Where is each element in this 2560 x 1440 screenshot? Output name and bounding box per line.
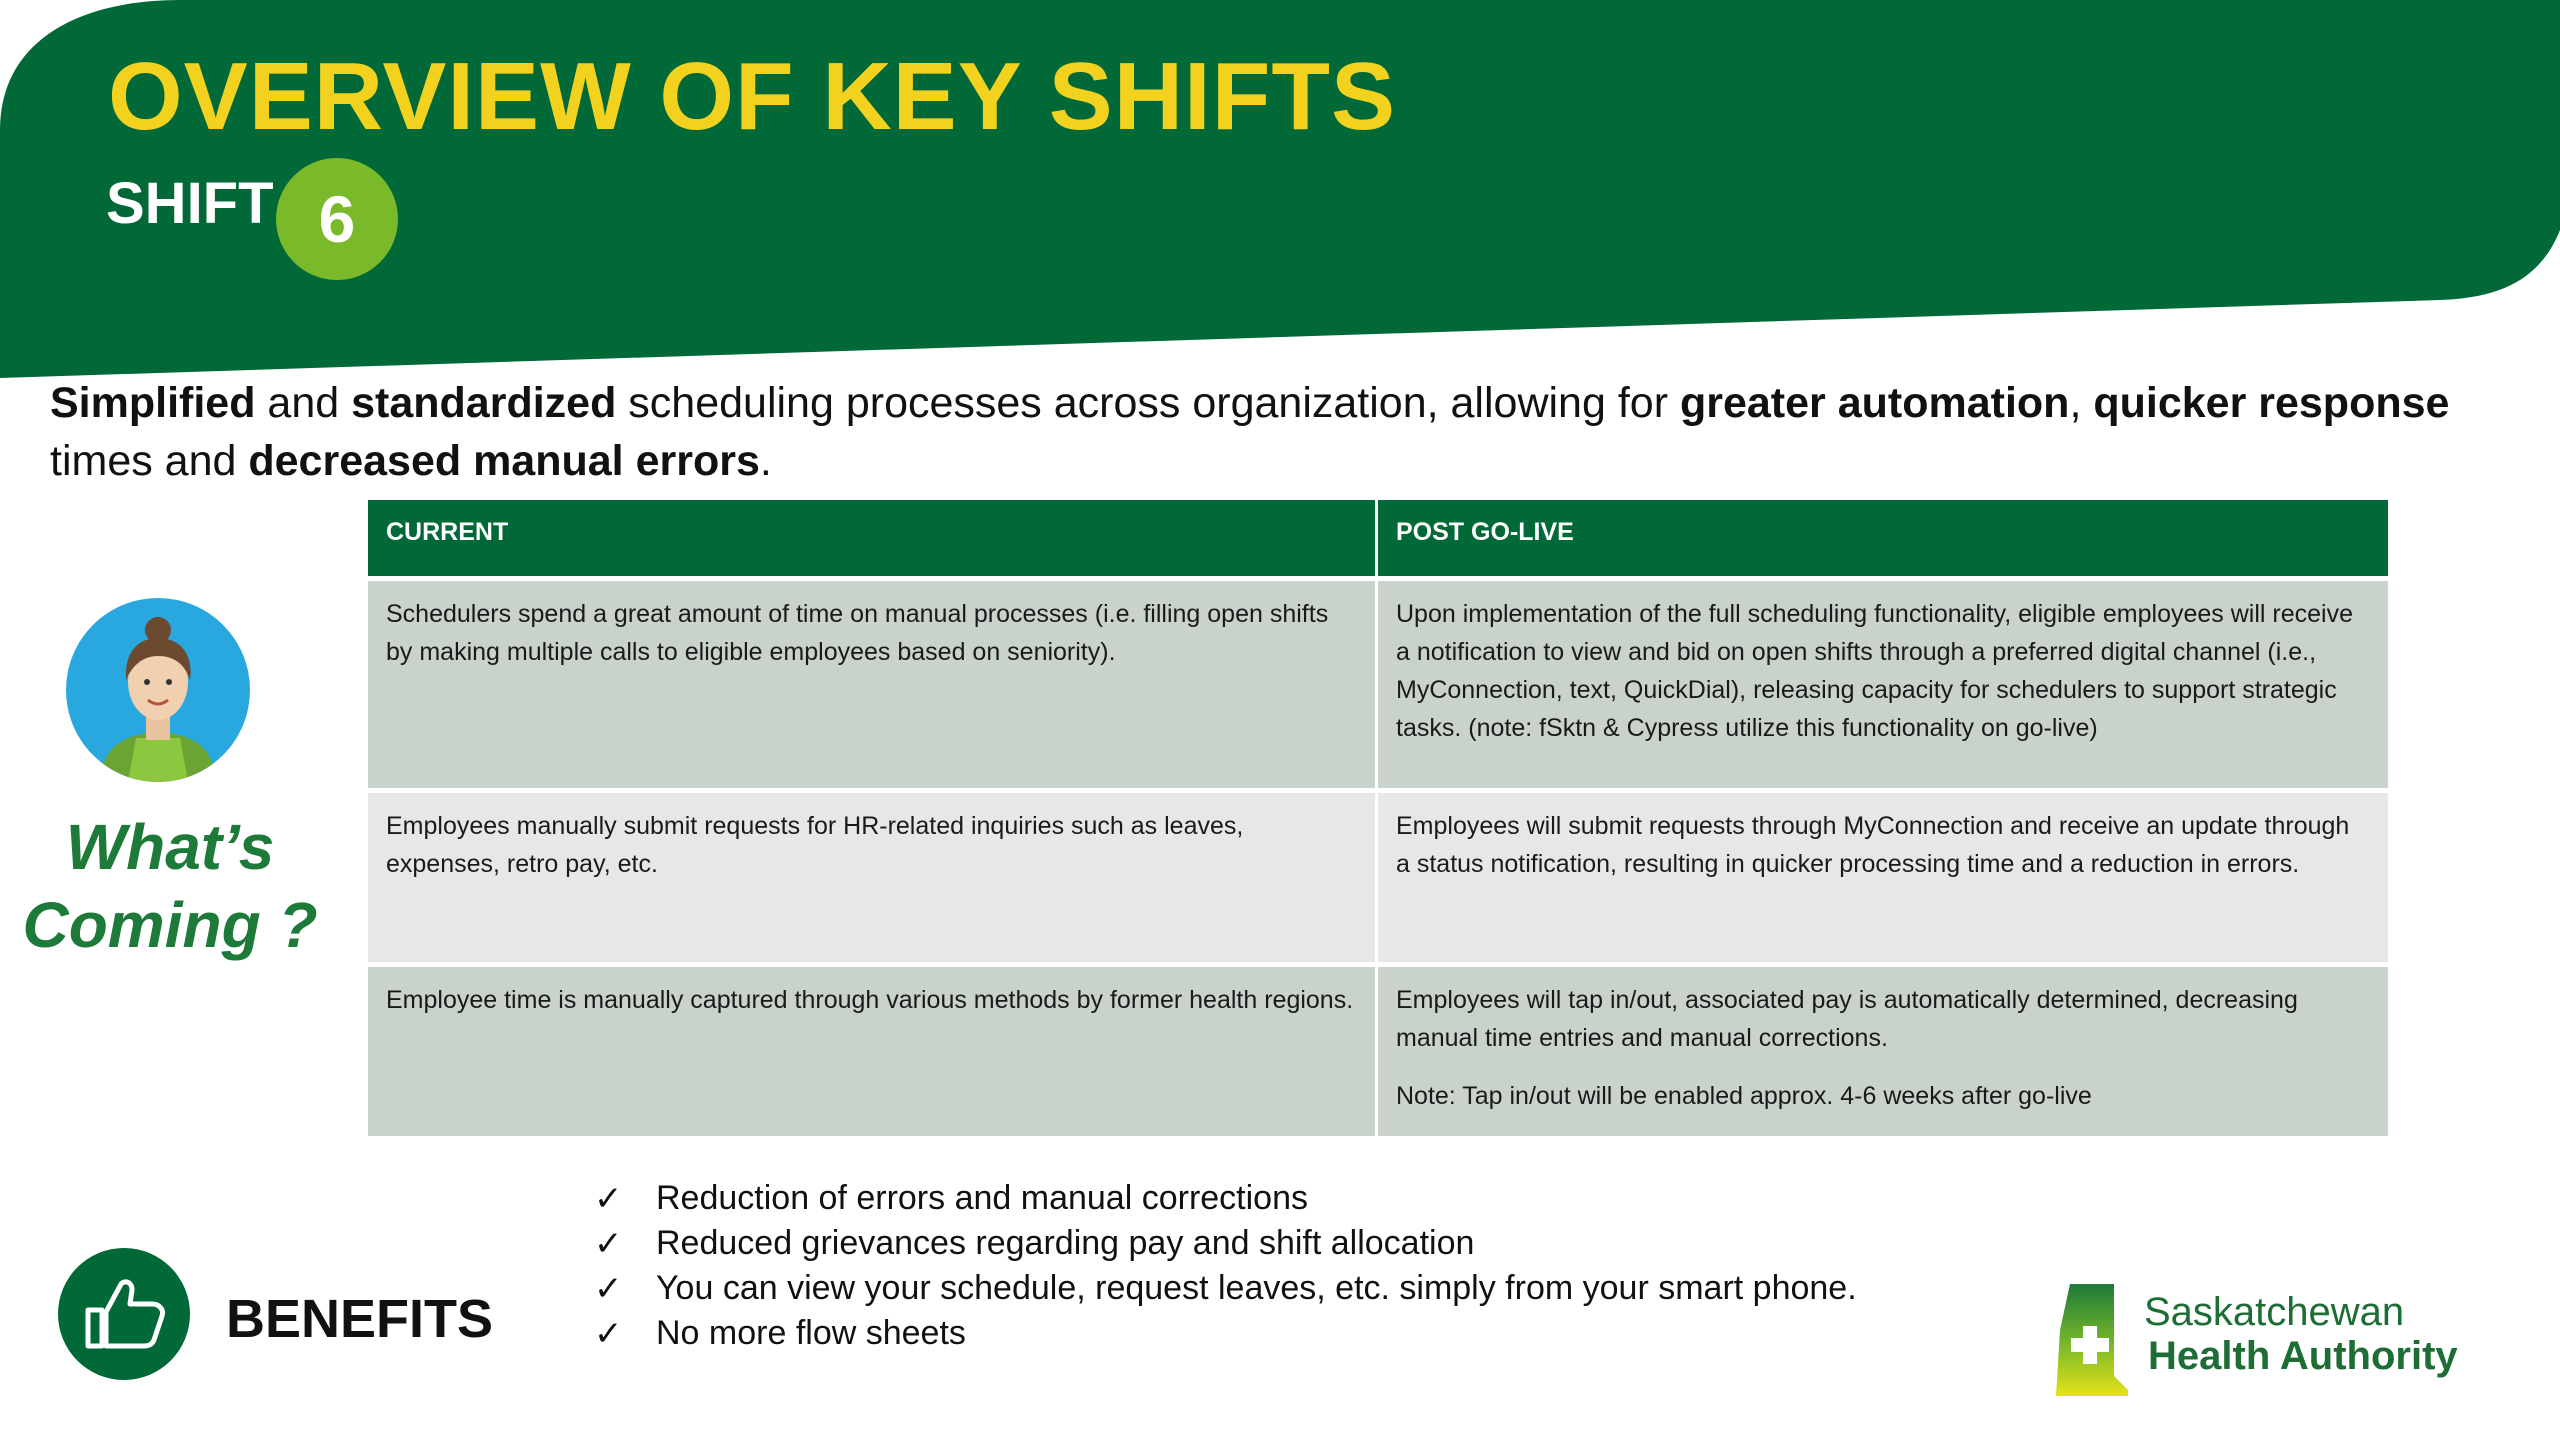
health-cross-logo-icon xyxy=(2052,1280,2132,1398)
thumbs-up-icon xyxy=(58,1248,190,1380)
coming-line-2: Coming ? xyxy=(22,889,318,961)
checkmark-icon: ✓ xyxy=(594,1314,623,1353)
checkmark-icon: ✓ xyxy=(594,1269,623,1308)
current-cell: Schedulers spend a great amount of time on manual processes (i.e. filling open shifts by making multiple calls to eligible employees based on seniority). xyxy=(368,581,1378,788)
list-item xyxy=(594,1266,1857,1311)
list-item xyxy=(594,1221,1857,1266)
shift-comparison-table xyxy=(368,500,2388,1136)
benefit-text: No more flow sheets xyxy=(656,1314,966,1352)
intro-segment: standardized xyxy=(351,379,617,427)
post-go-live-text: Employees will tap in/out, associated pay is automatically determined, decreasing manual time entries and manual corrections. xyxy=(1396,986,2298,1052)
logo-text-line-2: Health Authority xyxy=(2148,1334,2458,1378)
logo-text-line-1: Saskatchewan xyxy=(2144,1290,2405,1334)
intro-segment: and xyxy=(255,379,352,427)
current-cell: Employee time is manually captured through various methods by former health regions. xyxy=(368,967,1378,1136)
intro-segment: quicker response xyxy=(2093,379,2450,427)
saskatchewan-health-authority-logo xyxy=(2052,1280,2472,1400)
shift-label: SHIFT xyxy=(106,171,274,236)
post-go-live-cell: Upon implementation of the full scheduling functionality, eligible employees will receive a notification to view and bid on open shifts through a preferred digital channel (i.e., MyConnection, text, QuickDial), releasing capacity for schedulers to support strategic tasks. (note: fSktn & Cypress utilize this functionality on go-live) xyxy=(1396,600,2353,742)
column-header-post-go-live: POST GO-LIVE xyxy=(1396,518,1574,546)
shift-number-badge: 6 xyxy=(276,158,398,280)
table-row xyxy=(368,788,2388,962)
intro-segment: decreased manual errors xyxy=(248,437,760,485)
post-go-live-cell xyxy=(1378,967,2388,1136)
checkmark-icon: ✓ xyxy=(594,1179,623,1218)
intro-statement xyxy=(50,374,2490,490)
post-go-live-cell: Employees will submit requests through MyConnection and receive an update through a status notification, resulting in quicker processing time and a reduction in errors. xyxy=(1396,812,2350,878)
page-title: OVERVIEW OF KEY SHIFTS xyxy=(108,43,1396,150)
coming-line-1: What’s xyxy=(65,811,275,883)
tap-in-out-note: Note: Tap in/out will be enabled approx. 4-6 weeks after go-live xyxy=(1396,1082,2092,1110)
intro-segment: , xyxy=(2069,379,2094,427)
benefits-list xyxy=(594,1176,1857,1356)
list-item xyxy=(594,1176,1857,1221)
benefits-label: BENEFITS xyxy=(226,1289,494,1349)
table-row xyxy=(368,576,2388,788)
intro-segment: scheduling processes across organization, allowing for xyxy=(616,379,1680,427)
current-cell: Employees manually submit requests for HR-related inquiries such as leaves, expenses, retro pay, etc. xyxy=(368,793,1378,962)
column-header-current: CURRENT xyxy=(368,500,1378,576)
intro-segment: times and xyxy=(50,437,249,485)
table-header-row xyxy=(368,500,2388,576)
intro-segment: . xyxy=(759,437,772,485)
checkmark-icon: ✓ xyxy=(594,1224,623,1263)
table-row xyxy=(368,962,2388,1136)
intro-segment: Simplified xyxy=(50,379,256,427)
benefit-text: Reduction of errors and manual corrections xyxy=(656,1179,1308,1217)
benefit-text: You can view your schedule, request leaves, etc. simply from your smart phone. xyxy=(656,1269,1857,1307)
benefit-text: Reduced grievances regarding pay and shift allocation xyxy=(656,1224,1475,1262)
whats-coming-heading xyxy=(20,808,320,964)
person-avatar-icon xyxy=(66,598,250,782)
list-item xyxy=(594,1311,1857,1356)
intro-segment: greater automation xyxy=(1679,379,2070,427)
